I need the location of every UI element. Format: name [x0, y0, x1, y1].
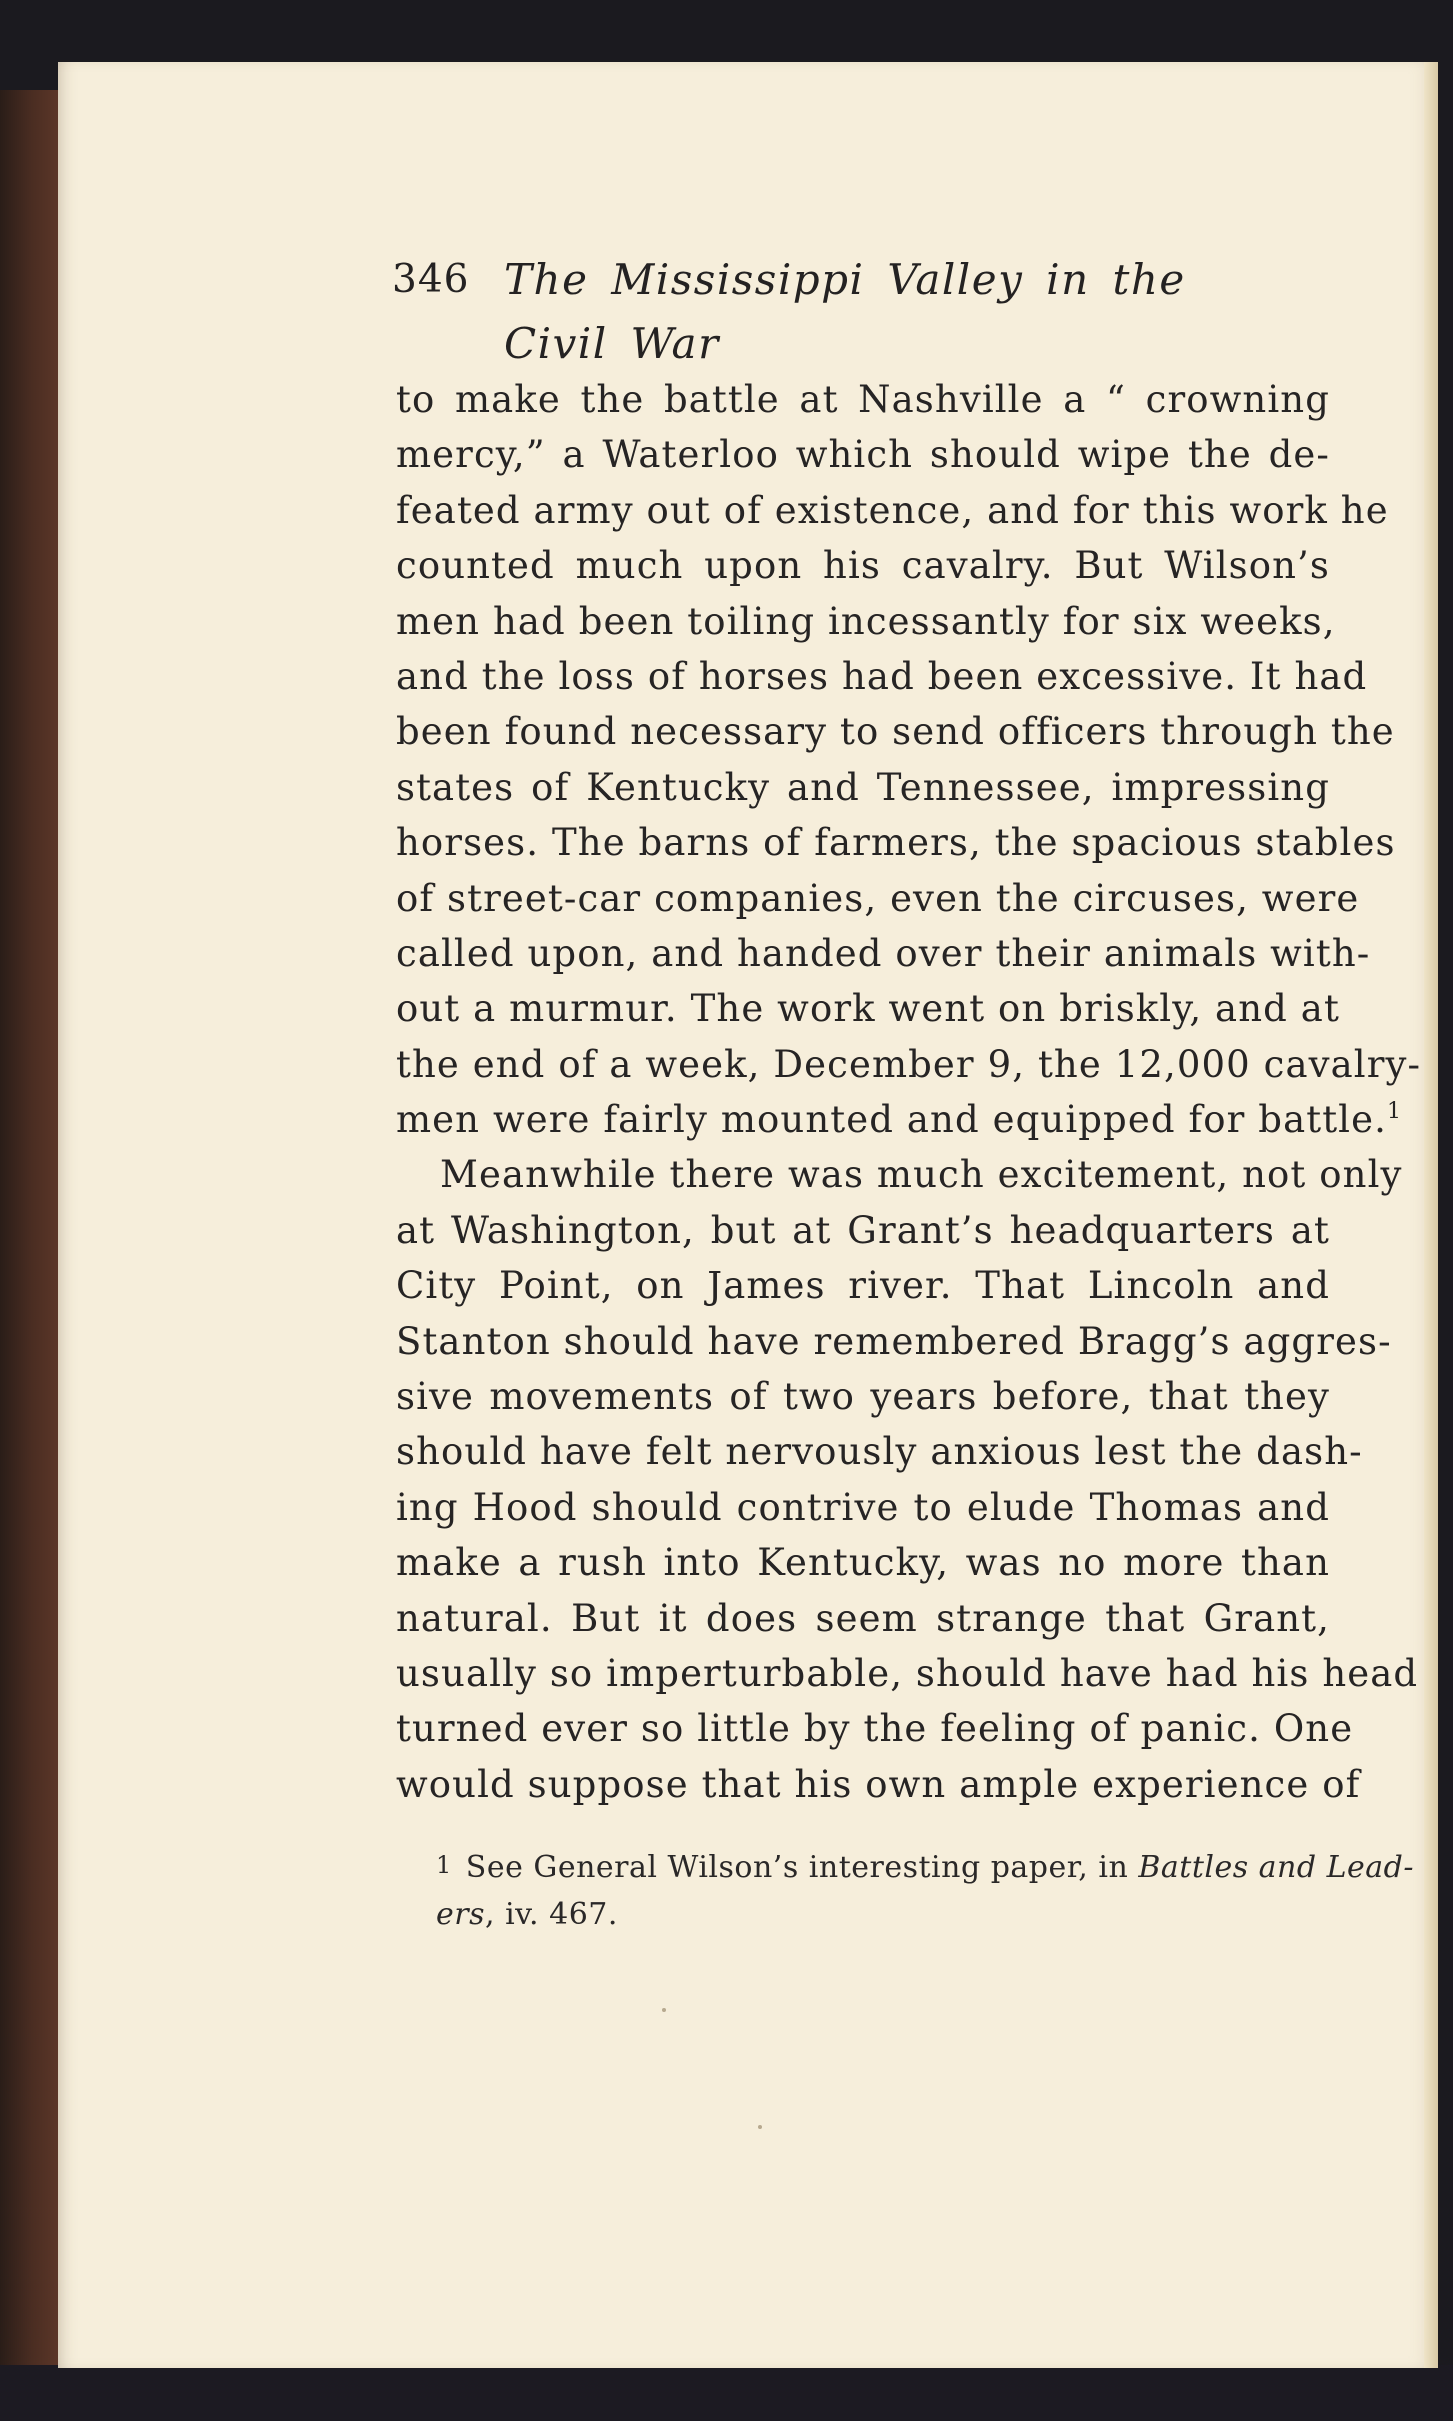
footnote-line — [436, 1840, 1415, 1890]
footnote-text: See General Wilson’s interesting paper, in — [465, 1850, 1139, 1885]
text-line: to make the battle at Nashville a “ crowning — [396, 378, 1330, 421]
text-line: and the loss of horses had been excessive. It had — [396, 654, 1368, 698]
text-line: feated army out of existence, and for this work he — [396, 488, 1389, 532]
footnote-reference: 1 — [1386, 1099, 1403, 1125]
text-line: called upon, and handed over their animals with- — [396, 931, 1371, 975]
footnote-mark: 1 — [436, 1851, 452, 1879]
text-line-with-footnote — [396, 1092, 1403, 1147]
footnote-citation: ers — [436, 1897, 485, 1932]
text-line: natural. But it does seem strange that Grant, — [396, 1596, 1330, 1640]
text-line: counted much upon his cavalry. But Wilson’s — [396, 544, 1330, 588]
text-line: the end of a week, December 9, the 12,000 cavalry- — [396, 1042, 1422, 1086]
text-line: of street-car companies, even the circuses, were — [396, 876, 1360, 920]
footnote — [436, 1840, 1415, 1940]
text-line: states of Kentucky and Tennessee, impressing — [396, 765, 1330, 809]
running-title: The Mississippi Valley in the Civil War — [504, 255, 1186, 368]
scan-bottom-border — [0, 2365, 1453, 2421]
text-line: been found necessary to send officers through the — [396, 710, 1395, 754]
text-line: mercy,” a Waterloo which should wipe the de- — [396, 433, 1330, 477]
footnote-line — [436, 1890, 1336, 1940]
text-line: Stanton should have remembered Bragg’s aggres- — [396, 1319, 1392, 1363]
book-spine-edge — [0, 90, 58, 2380]
text-line: Meanwhile there was much excitement, not only — [440, 1153, 1403, 1197]
page-header — [336, 248, 1292, 368]
text-line: make a rush into Kentucky, was no more than — [396, 1541, 1330, 1585]
page-edge — [1424, 62, 1438, 2368]
text-line: should have felt nervously anxious lest the dash- — [396, 1430, 1363, 1474]
text-line: City Point, on James river. That Lincoln and — [396, 1264, 1330, 1308]
text-line: would suppose that his own ample experience of — [396, 1762, 1361, 1806]
text-line: usually so imperturbable, should have had his head — [396, 1651, 1419, 1695]
text-line: ing Hood should contrive to elude Thomas and — [396, 1485, 1330, 1529]
text-line: men were fairly mounted and equipped for battle. — [396, 1098, 1387, 1142]
footnote-citation: Battles and Lead- — [1138, 1850, 1415, 1885]
text-line: at Washington, but at Grant’s headquarters at — [396, 1208, 1330, 1252]
body-text — [396, 372, 1422, 1812]
footnote-text: , iv. 467. — [485, 1897, 618, 1932]
text-line: horses. The barns of farmers, the spacious stables — [396, 821, 1396, 865]
paper-speck — [662, 2008, 666, 2012]
page-number: 346 — [392, 257, 470, 302]
text-line: sive movements of two years before, that they — [396, 1375, 1330, 1419]
text-line: out a murmur. The work went on briskly, and at — [396, 987, 1340, 1031]
paper-speck — [758, 2125, 762, 2129]
text-line: men had been toiling incessantly for six weeks, — [396, 599, 1336, 643]
text-line: turned ever so little by the feeling of panic. One — [396, 1707, 1354, 1751]
